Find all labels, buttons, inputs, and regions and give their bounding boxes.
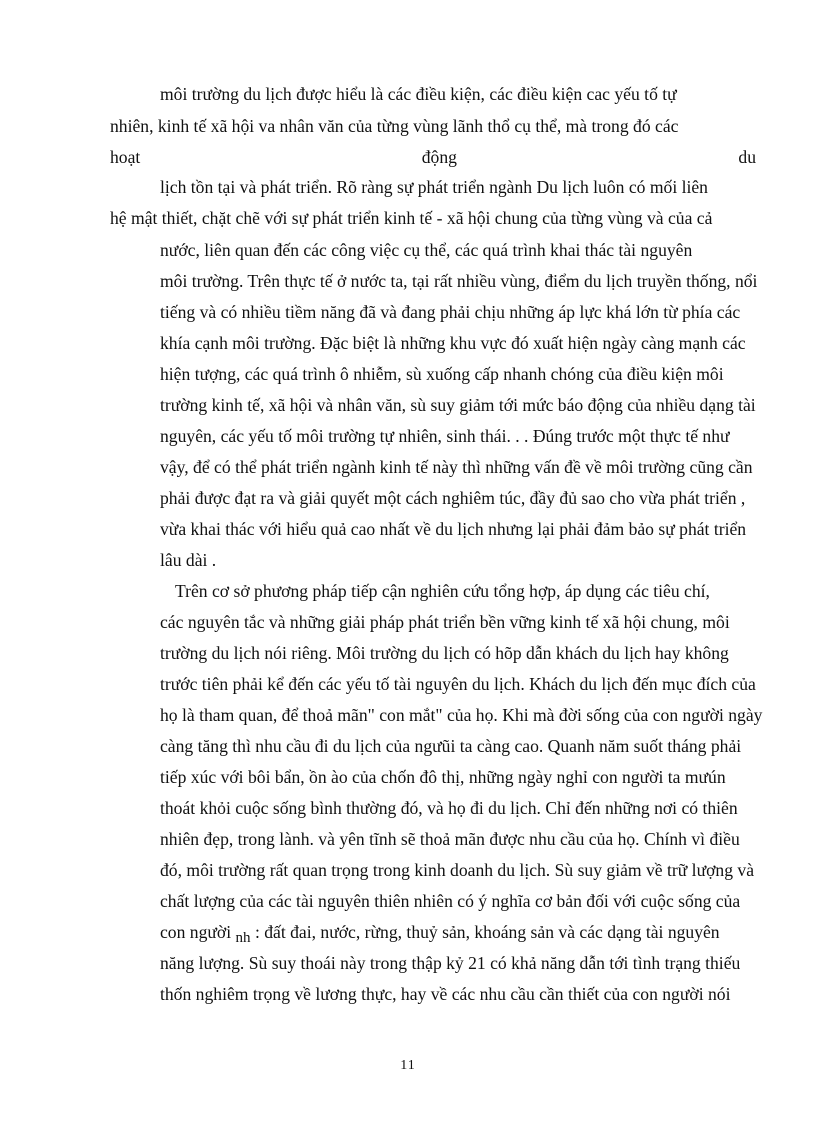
text-line: vừa khai thác với hiểu quả cao nhất về du lịch nhưng lại phải đảm bảo sự phát triển <box>160 519 747 539</box>
text-line: trường du lịch nói riêng. Môi trường du lịch có hõp dẫn khách du lịch hay không <box>160 643 729 663</box>
text-line: càng tăng thì nhu cầu đi du lịch của ngưũi ta càng cao. Quanh năm suốt tháng phải <box>160 736 742 756</box>
text-line: nhiên, kinh tế xã hội va nhân văn của từng vùng lãnh thổ cụ thể, mà trong đó các <box>110 116 679 136</box>
text-line <box>110 146 756 168</box>
text-line: họ là tham quan, để thoả mãn" con mắt" của họ. Khi mà đời sống của con người ngày <box>160 705 763 725</box>
text-line: nhiên đẹp, trong lành. và yên tĩnh sẽ thoả mãn được nhu cầu của họ. Chính vì điều <box>160 829 740 849</box>
text-fragment: : đất đai, nước, rừng, thuỷ sản, khoáng sản và các dạng tài nguyên <box>254 922 720 942</box>
text-line: lâu dài . <box>160 550 217 570</box>
text-line: trường kinh tế, xã hội và nhân văn, sù suy giảm tới mức báo động của nhiều dạng tài <box>160 395 756 415</box>
text-line: hệ mật thiết, chặt chẽ với sự phát triển kinh tế - xã hội chung của từng vùng và của cả <box>110 208 713 228</box>
text-line: lịch tồn tại và phát triển. Rõ ràng sự phát triển ngành Du lịch luôn có mối liên <box>160 177 708 197</box>
text-line: khía cạnh môi trường. Đặc biệt là những khu vực đó xuất hiện ngày càng mạnh các <box>160 333 746 353</box>
text-line: thoát khỏi cuộc sống bình thường đó, và họ đi du lịch. Chỉ đến những nơi có thiên <box>160 798 738 818</box>
text-line: năng lượng. Sù suy thoái này trong thập kỷ 21 có khả năng dẫn tới tình trạng thiếu <box>160 953 741 973</box>
text-line: đó, môi trường rất quan trọng trong kinh doanh du lịch. Sù suy giảm về trữ lượng và <box>160 860 755 880</box>
page-number: 11 <box>400 1058 416 1073</box>
text-line: thốn nghiêm trọng về lương thực, hay về các nhu cầu cần thiết của con người nói <box>160 984 731 1004</box>
text-line: tiếng và có nhiều tiềm năng đã và đang phải chịu những áp lực khá lớn từ phía các <box>160 302 741 322</box>
text-word: động <box>421 147 457 167</box>
text-word: hoạt <box>110 147 141 167</box>
text-line: trước tiên phải kể đến các yếu tố tài nguyên du lịch. Khách du lịch đến mục đích của <box>160 674 756 694</box>
text-line: Trên cơ sở phương pháp tiếp cận nghiên cứu tổng hợp, áp dụng các tiêu chí, <box>175 581 710 601</box>
text-line: hiện tượng, các quá trình ô nhiễm, sù xuống cấp nhanh chóng của điều kiện môi <box>160 364 724 384</box>
text-line: vậy, để có thể phát triển ngành kinh tế này thì những vấn đề về môi trường cũng cần <box>160 457 753 477</box>
text-line: phải được đạt ra và giải quyết một cách nghiêm túc, đầy đủ sao cho vừa phát triển , <box>160 488 746 508</box>
text-line: các nguyên tắc và những giải pháp phát triển bền vững kinh tế xã hội chung, môi <box>160 612 730 632</box>
text-line: chất lượng của các tài nguyên thiên nhiên có ý nghĩa cơ bản đối với cuộc sống của <box>160 891 741 911</box>
text-line: nước, liên quan đến các công việc cụ thể, các quá trình khai thác tài nguyên <box>160 240 693 260</box>
text-line <box>160 921 756 945</box>
text-line: môi trường du lịch được hiểu là các điều kiện, các điều kiện cac yếu tố tự <box>160 84 677 104</box>
text-fragment-low: nh <box>235 930 251 946</box>
text-word: du <box>738 147 756 167</box>
text-line: môi trường. Trên thực tế ở nước ta, tại rất nhiều vùng, điểm du lịch truyền thống, nổi <box>160 271 758 291</box>
text-fragment: con người <box>160 922 232 942</box>
text-line: nguyên, các yếu tố môi trường tự nhiên, sinh thái. . . Đúng trước một thực tế như <box>160 426 730 446</box>
text-line: tiếp xúc với bôi bẩn, ồn ào của chốn đô thị, những ngày nghỉ con người ta mưún <box>160 767 726 787</box>
